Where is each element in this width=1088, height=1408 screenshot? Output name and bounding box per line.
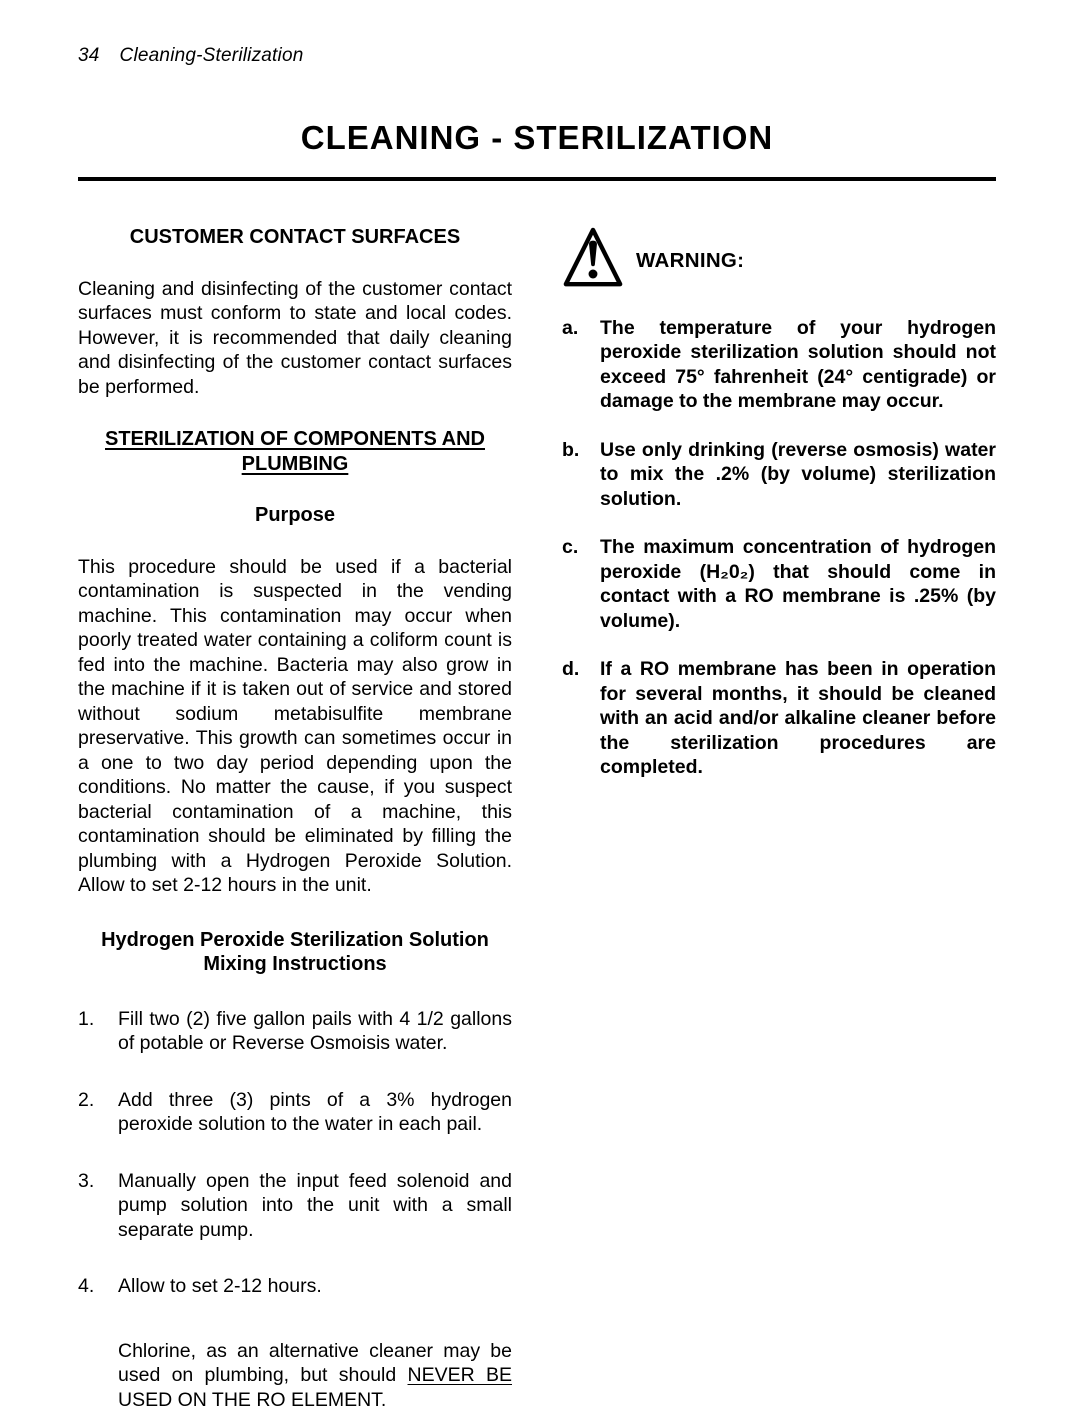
warning-item-b: [562, 438, 996, 512]
page-number: 34: [78, 45, 100, 66]
running-header: [78, 45, 996, 67]
warning-header: [562, 225, 996, 298]
chlorine-note-warning-text: NEVER BE USED ON THE RO ELEMENT.: [118, 1364, 512, 1408]
step-number: 4.: [78, 1275, 95, 1297]
title-divider: [78, 177, 996, 181]
purpose-paragraph: This procedure should be used if a bacterial contamination is suspected in the vending machine. This contamination may occur when poorly treated water containing a coliform count is fed into the machine. Bacteria may also grow in the machine if it is taken out of service and stored without sodium metabisulfite membrane preservative. This growth can sometimes occur in a one to two day period depending upon the conditions. No matter the cause, if you suspect bacterial contamination of a machine, this contamination should be eliminated by filling the plumbing with a Hydrogen Peroxide Solution. Allow to set 2-12 hours in the unit.: [78, 555, 512, 896]
warning-triangle-icon: [562, 225, 624, 298]
warning-item-letter: c.: [562, 536, 579, 558]
mixing-step-3: [78, 1169, 512, 1243]
customer-contact-surfaces-paragraph: Cleaning and disinfecting of the customer contact surfaces must conform to state and local codes. However, it is recommended that daily cleaning and disinfecting of the customer contact surfaces be performed.: [78, 277, 512, 398]
warning-item-letter: b.: [562, 438, 580, 461]
warning-item-text: The maximum concentration of hydrogen peroxide (H₂0₂) that should come in contact with a RO membrane is .25% (by volume).: [600, 536, 996, 632]
step-number: 2.: [78, 1088, 95, 1111]
running-title: Cleaning-Sterilization: [119, 45, 304, 66]
sterilization-components-heading: STERILIZATION OF COMPONENTS AND PLUMBING: [105, 428, 485, 475]
step-text: Fill two (2) five gallon pails with 4 1/2 gallons of potable or Reverse Osmoisis water.: [118, 1007, 512, 1054]
warning-label: WARNING:: [636, 249, 745, 272]
two-column-layout: [78, 225, 996, 1408]
warning-item-text: The temperature of your hydrogen peroxide sterilization solution should not exceed 75° fahrenheit (24° centigrade) or damage to the membrane may occur.: [600, 316, 996, 412]
mixing-step-1: [78, 1007, 512, 1056]
mixing-instructions-heading: Hydrogen Peroxide Sterilization Solution Mixing Instructions: [101, 928, 489, 975]
mixing-step-4: [78, 1274, 512, 1299]
page-title: CLEANING - STERILIZATION: [300, 119, 774, 156]
purpose-heading: Purpose: [254, 504, 336, 526]
step-text: Manually open the input feed solenoid and pump solution into the unit with a small separate pump.: [118, 1169, 512, 1241]
step-text: Add three (3) pints of a 3% hydrogen peroxide solution to the water in each pail.: [118, 1088, 512, 1135]
mixing-step-2: [78, 1088, 512, 1137]
customer-contact-surfaces-heading: CUSTOMER CONTACT SURFACES: [129, 226, 461, 248]
chlorine-note: [118, 1339, 512, 1408]
step-number: 3.: [78, 1169, 95, 1192]
warning-item-text: Use only drinking (reverse osmosis) water to mix the .2% (by volume) sterilization solution.: [600, 438, 996, 510]
warning-item-a: [562, 316, 996, 414]
warning-item-text: If a RO membrane has been in operation for several months, it should be cleaned with an acid and/or alkaline cleaner before the sterilization procedures are completed.: [600, 658, 996, 778]
warning-item-letter: a.: [562, 316, 579, 339]
warning-item-d: [562, 657, 996, 780]
warning-item-c: [562, 535, 996, 633]
chlorine-note-text: Chlorine, as an alternative cleaner may be used on plumbing, but should: [118, 1339, 512, 1386]
step-text: Allow to set 2-12 hours.: [118, 1275, 322, 1297]
step-number: 1.: [78, 1007, 95, 1030]
right-column: [562, 225, 996, 1408]
left-column: [78, 225, 512, 1408]
warning-item-letter: d.: [562, 658, 580, 680]
